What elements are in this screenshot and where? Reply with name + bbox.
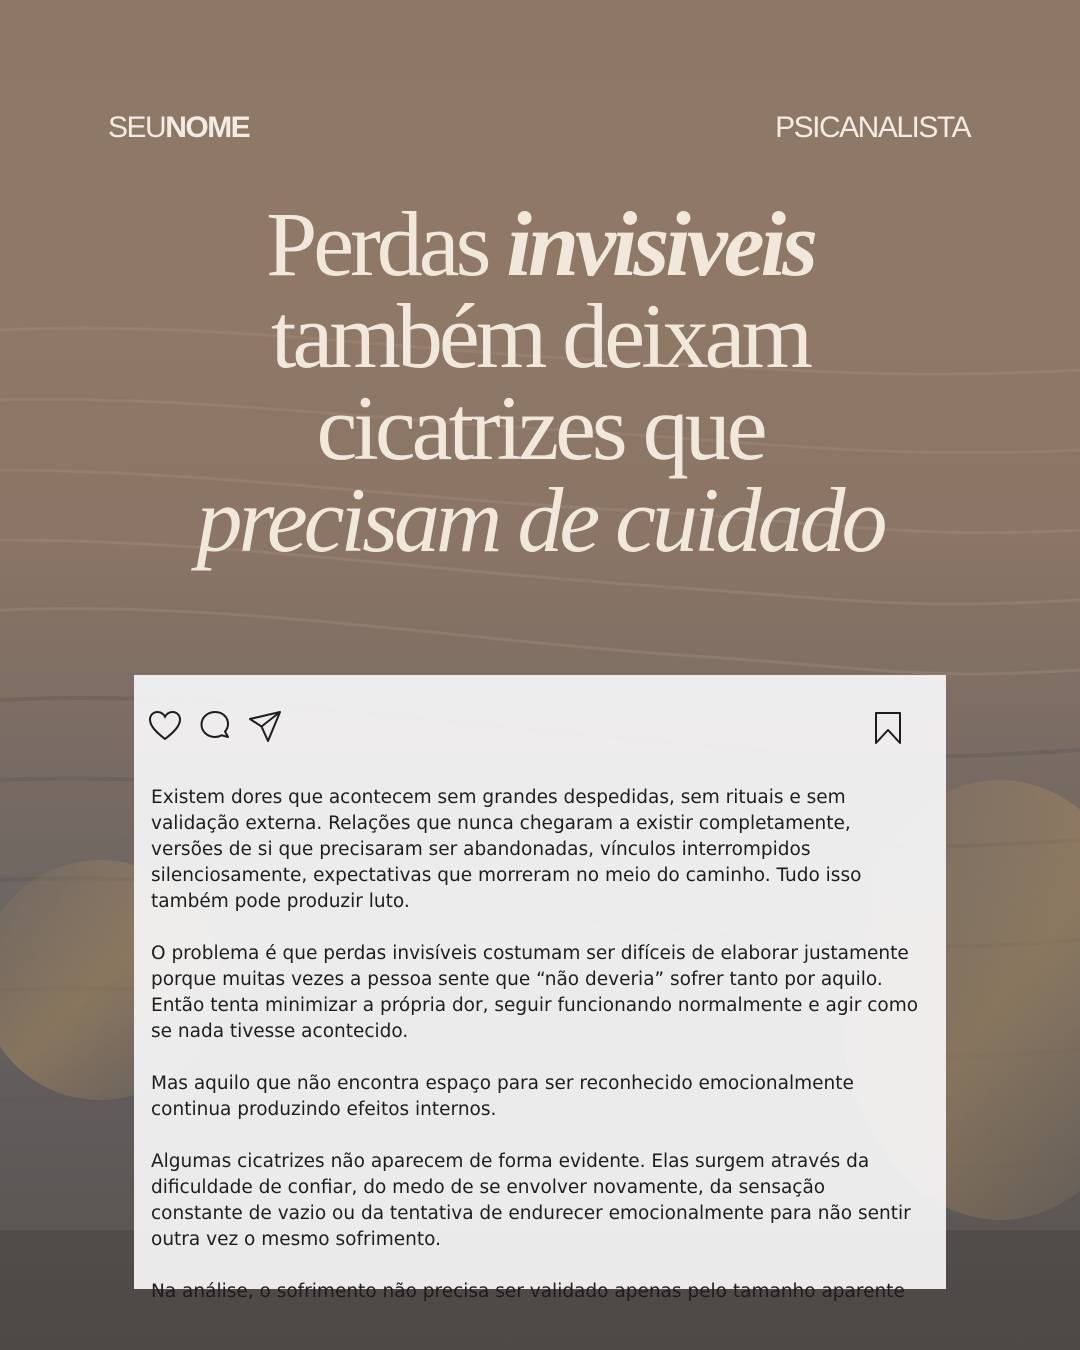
caption-paragraph-3: Mas aquilo que não encontra espaço para ser reconhecido emocionalmente continua produzindo efeitos internos. (151, 1073, 854, 1120)
brand-profession: PSICANALISTA (775, 111, 970, 144)
brand-name-bold: NOME (165, 111, 250, 144)
caption-paragraph-2: O problema é que perdas invisíveis costumam ser difíceis de elaborar justamente porque muitas vezes a pessoa sente que “não deveria” sofrer tanto por aquilo. Então tenta minimizar a própria dor, seguir funcionando normalmente e agir como se nada tivesse acontecido. (151, 943, 919, 1042)
headline-line-1 (90, 193, 990, 295)
share-icon[interactable] (248, 709, 282, 743)
caption-paragraph-5: Na análise, o sofrimento não precisa ser validado apenas pelo tamanho aparente (151, 1281, 905, 1302)
headline-line-3: cicatrizes que (316, 377, 764, 479)
headline-line-1-regular: Perdas (266, 193, 507, 295)
headline-line-4: precisam de cuidado (196, 469, 884, 571)
comment-icon[interactable] (198, 709, 232, 743)
headline-line-1-italic: invisiveis (506, 193, 814, 295)
headline-line-2: também deixam (270, 285, 810, 387)
post-actions (148, 709, 282, 743)
caption-paragraph-4: Algumas cicatrizes não aparecem de forma evidente. Elas surgem através da dificuldade de confiar, do medo de se envolver novamente, da sensação constante de vazio ou da tentativa de endurecer emocionalmente para não sentir outra vez o mesmo sofrimento. (151, 1151, 911, 1250)
headline (90, 193, 990, 571)
brand-name-light: SEU (108, 111, 166, 144)
caption-paragraph-1: Existem dores que acontecem sem grandes despedidas, sem rituais e sem validação externa. Relações que nunca chegaram a existir completamente, versões de si que precisaram ser abandonadas, vínculos interrompidos silenciosamente, expectativas que morreram no meio do caminho. Tudo isso também pode produzir luto. (151, 787, 862, 912)
bookmark-icon[interactable] (874, 711, 902, 745)
post-card (134, 675, 946, 1302)
heart-icon[interactable] (148, 709, 182, 743)
brand-name (108, 108, 249, 148)
post-caption (151, 785, 921, 1331)
